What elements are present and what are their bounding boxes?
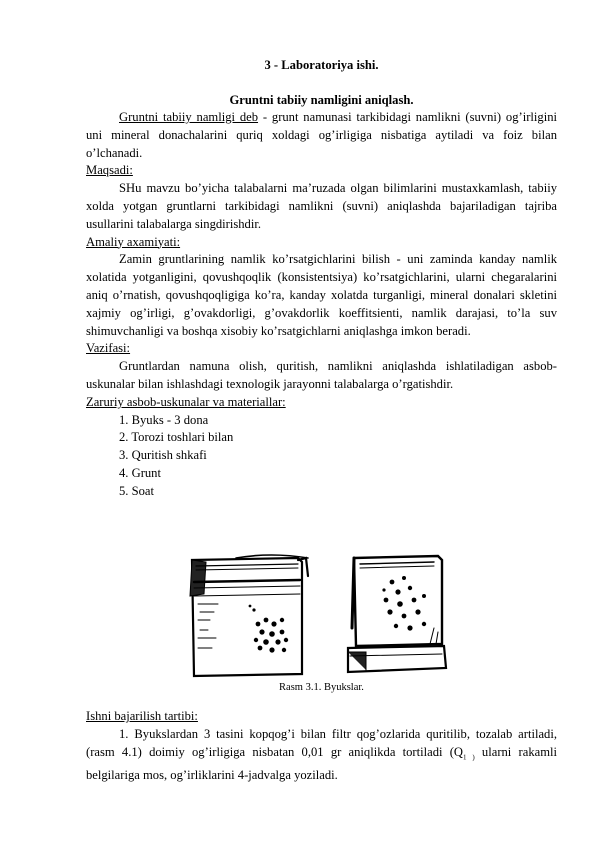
- list-item: 2. Torozi toshlari bilan: [119, 430, 234, 445]
- task-heading: Vazifasi:: [86, 341, 131, 356]
- practical-heading: Amaliy axamiyati:: [86, 234, 181, 249]
- figure-caption: Rasm 3.1. Byukslar.: [279, 682, 364, 693]
- step-1-text: 1. Byukslardan 3 tasini kopqog’i bilan filtr qog’ozlarida quritilib, tozalab artiladi, (rasm 4.1) doimiy og’irligiga nisbatan 0,01 gr aniqlikda tortiladi (Q: [86, 726, 557, 759]
- step-1-subscript: 1 ): [463, 753, 475, 762]
- byuks-figure: [86, 548, 557, 688]
- list-item: 1. Byuks - 3 dona: [119, 412, 209, 427]
- lab-subtitle: Gruntni tabiiy namligini aniqlash.: [229, 93, 414, 107]
- byuks-right: [348, 556, 446, 672]
- procedure-heading: Ishni bajarilish tartibi:: [86, 709, 198, 723]
- definition-paragraph: [86, 109, 557, 162]
- body-text: [86, 109, 557, 501]
- soil-particles-left: [249, 605, 289, 653]
- goal-text: SHu mavzu bo’yicha talabalarni ma’ruzada olgan bilimlarini mustaxkamlash, tabiiy xolda yotgan gruntlarni tarkibidagi namlikni (suvni) aniqlashda bajariladigan tajriba usullarini talabalarga singdirishdir.: [86, 181, 557, 231]
- procedure-step-1: [86, 726, 557, 785]
- step-1-end: ularni rakamli belgilariga mos, og’irliklarini 4-jadvalga yoziladi.: [86, 744, 557, 782]
- byuks-left: [190, 555, 308, 676]
- procedure-section: [86, 708, 557, 785]
- list-item: 5. Soat: [119, 483, 154, 498]
- lab-title: 3 - Laboratoriya ishi.: [264, 58, 379, 72]
- definition-term: Gruntni tabiiy namligi deb: [119, 110, 259, 124]
- goal-heading: Maqsadi:: [86, 163, 133, 178]
- equipment-list: [86, 412, 557, 501]
- practical-text: Zamin gruntlarining namlik ko’rsatgichlarini bilish - uni zaminda kanday namlik xolatida yotganligini, qovushqoqlik (konsistentsiya) ko’rsatgichlarini, ularni chegaralarini aniq o’rnatish, qovushqoqligiga ko’ra, kanday xolatda turganligi, mineral donalari skletini xajmiy og’irligi, g’ovakdorligi, g’ovakdorlik koeffitsienti, namlik darajasi, to’la suv shimuvchanligi va boshqa xisobiy ko’rsatgichlarni aniqlashga imkon beradi.: [86, 252, 557, 338]
- equipment-heading: Zaruriy asbob-uskunalar va materiallar:: [86, 394, 286, 409]
- definition-text: - grunt namunasi tarkibidagi namlikni (suvni) og’irligini uni mineral donachalarini quriq xoldagi og’irligiga nisbatiga aytiladi va foiz bilan o’lchanadi.: [86, 110, 557, 160]
- list-item: 3. Quritish shkafi: [119, 448, 207, 463]
- list-item: 4. Grunt: [119, 465, 161, 480]
- soil-particles-right: [382, 576, 426, 631]
- task-text: Gruntlardan namuna olish, quritish, namlikni aniqlashda ishlatiladigan asbob-uskunalar bilan ishlashdagi texnologik jarayonni talabalarga o’rgatishdir.: [86, 359, 557, 391]
